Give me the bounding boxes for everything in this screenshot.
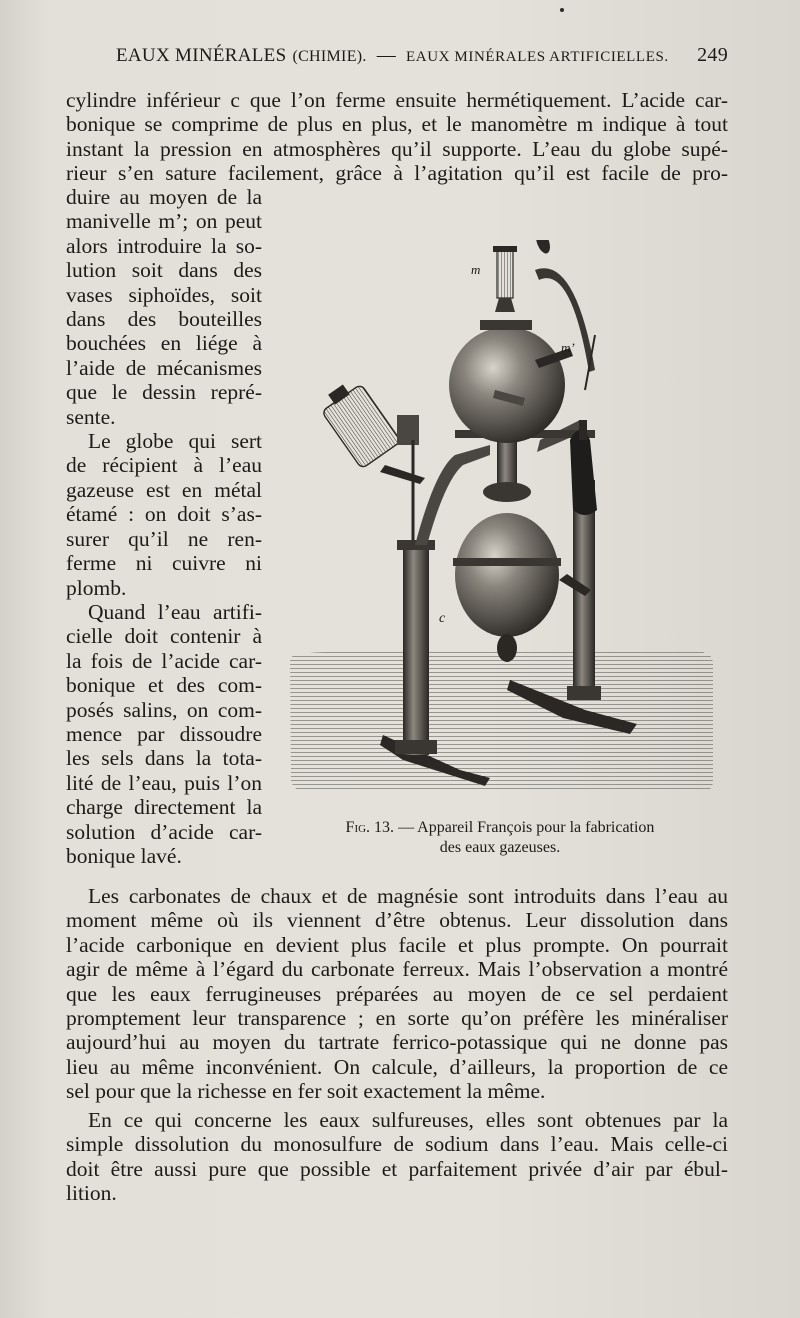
header-dash: —	[376, 45, 397, 66]
text-line: doit être aussi pure que possible et parfaitement privée d’air par ébul-	[66, 1156, 728, 1181]
text-line: manivelle m’; on peut	[66, 209, 262, 234]
text-line: bonique se comprime de plus en plus, et le manomètre m indique à tout	[66, 112, 728, 137]
text-line: rieur s’en sature facilement, grâce à l’agitation qu’il est facile de pro-	[66, 161, 728, 186]
text-line: Le globe qui sert	[88, 429, 262, 454]
header-section: EAUX MINÉRALES ARTIFICIELLES.	[406, 49, 669, 65]
text-line: aujourd’hui au moyen du tartrate ferrico-potassique qui ne donne pas	[66, 1030, 728, 1055]
text-line: sel pour que la richesse en fer soit exactement la même.	[66, 1079, 546, 1104]
text-line: charge directement la	[66, 795, 262, 820]
header-subtitle: (CHIMIE).	[292, 48, 367, 65]
text-line: mence par dissoudre	[66, 721, 262, 746]
text-line: cylindre inférieur c que l’on ferme ensuite hermétiquement. L’acide car-	[66, 88, 728, 112]
caption-line-2: des eaux gazeuses.	[439, 839, 561, 856]
text-line: moment même où ils viennent d’être obtenus. Leur dissolution dans	[66, 908, 728, 933]
figure-number: Fig. 13.	[345, 819, 395, 836]
side-column	[66, 185, 262, 868]
text-line: bouchées en liége à	[66, 331, 262, 356]
ink-speck	[560, 8, 564, 12]
text-line: l’aide de mécanismes	[66, 355, 262, 380]
page-number: 249	[697, 44, 728, 66]
lower-cylinder	[455, 513, 559, 637]
siphon-vase	[316, 376, 401, 469]
text-line: étamé : on doit s’as-	[66, 502, 262, 527]
engraving	[285, 240, 733, 810]
text-line: l’acide carbonique en devient plus facile et plus prompte. On pourrait	[66, 932, 728, 957]
text-line: En ce qui concerne les eaux sulfureuses, elles sont obtenues par la	[88, 1108, 728, 1132]
figure-caption	[300, 818, 700, 858]
manometer	[497, 250, 513, 298]
label-c: c	[439, 611, 446, 626]
text-line: les sels dans la tota-	[66, 746, 262, 771]
caption-line-1: — Appareil François pour la fabrication	[398, 819, 655, 836]
running-header	[116, 44, 728, 76]
label-m: m	[471, 262, 481, 277]
text-line: la fois de l’acide car-	[66, 648, 262, 673]
text-line: ferme ni cuivre ni	[66, 551, 262, 576]
text-line: promptement leur transparence ; en sorte qu’on préfère les minéraliser	[66, 1006, 728, 1031]
bottle	[570, 430, 597, 515]
floor-shading	[290, 652, 713, 792]
text-line: lieu au même inconvénient. On calcule, d’ailleurs, la proportion de ce	[66, 1054, 728, 1079]
text-line: cielle doit contenir à	[66, 624, 262, 649]
paragraph-sulfureuses	[66, 1108, 728, 1206]
text-line: solution d’acide car-	[66, 819, 262, 844]
text-line: lité de l’eau, puis l’on	[66, 770, 262, 795]
top-paragraph	[66, 88, 728, 186]
left-column	[403, 545, 429, 755]
header-title: EAUX MINÉRALES	[116, 45, 287, 66]
label-m-prime: m’	[561, 340, 575, 355]
text-line: gazeuse est en métal	[66, 477, 262, 502]
text-line: que les eaux ferrugineuses préparées au moyen de ce sel perdaient	[66, 981, 728, 1006]
text-line: Les carbonates de chaux et de magnésie sont introduits dans l’eau au	[88, 884, 728, 908]
upper-globe	[449, 327, 565, 443]
text-line: instant la pression en atmosphères qu’il supporte. L’eau du globe supé-	[66, 136, 728, 161]
apparatus-illustration	[285, 240, 733, 810]
text-line: bonique lavé.	[66, 843, 182, 868]
text-line: lition.	[66, 1181, 117, 1206]
text-line: agir de même à l’égard du carbonate ferreux. Mais l’observation a montré	[66, 957, 728, 982]
text-line: bonique et des com-	[66, 673, 262, 698]
text-line: plomb.	[66, 575, 127, 600]
text-line: dans des bouteilles	[66, 307, 262, 332]
text-line: duire au moyen de la	[66, 185, 262, 209]
text-line: surer qu’il ne ren-	[66, 526, 262, 551]
text-line: simple dissolution du monosulfure de sodium dans l’eau. Mais celle-ci	[66, 1132, 728, 1157]
text-line: vases siphoïdes, soit	[66, 282, 262, 307]
text-line: Quand l’eau artifi-	[88, 599, 262, 624]
text-line: de récipient à l’eau	[66, 453, 262, 478]
paragraph-carbonates	[66, 884, 728, 1104]
text-line: alors introduire la so-	[66, 233, 262, 258]
text-line: lution soit dans des	[66, 258, 262, 283]
text-line: sente.	[66, 404, 116, 429]
text-line: posés salins, on com-	[66, 697, 262, 722]
text-line: que le dessin repré-	[66, 380, 262, 405]
